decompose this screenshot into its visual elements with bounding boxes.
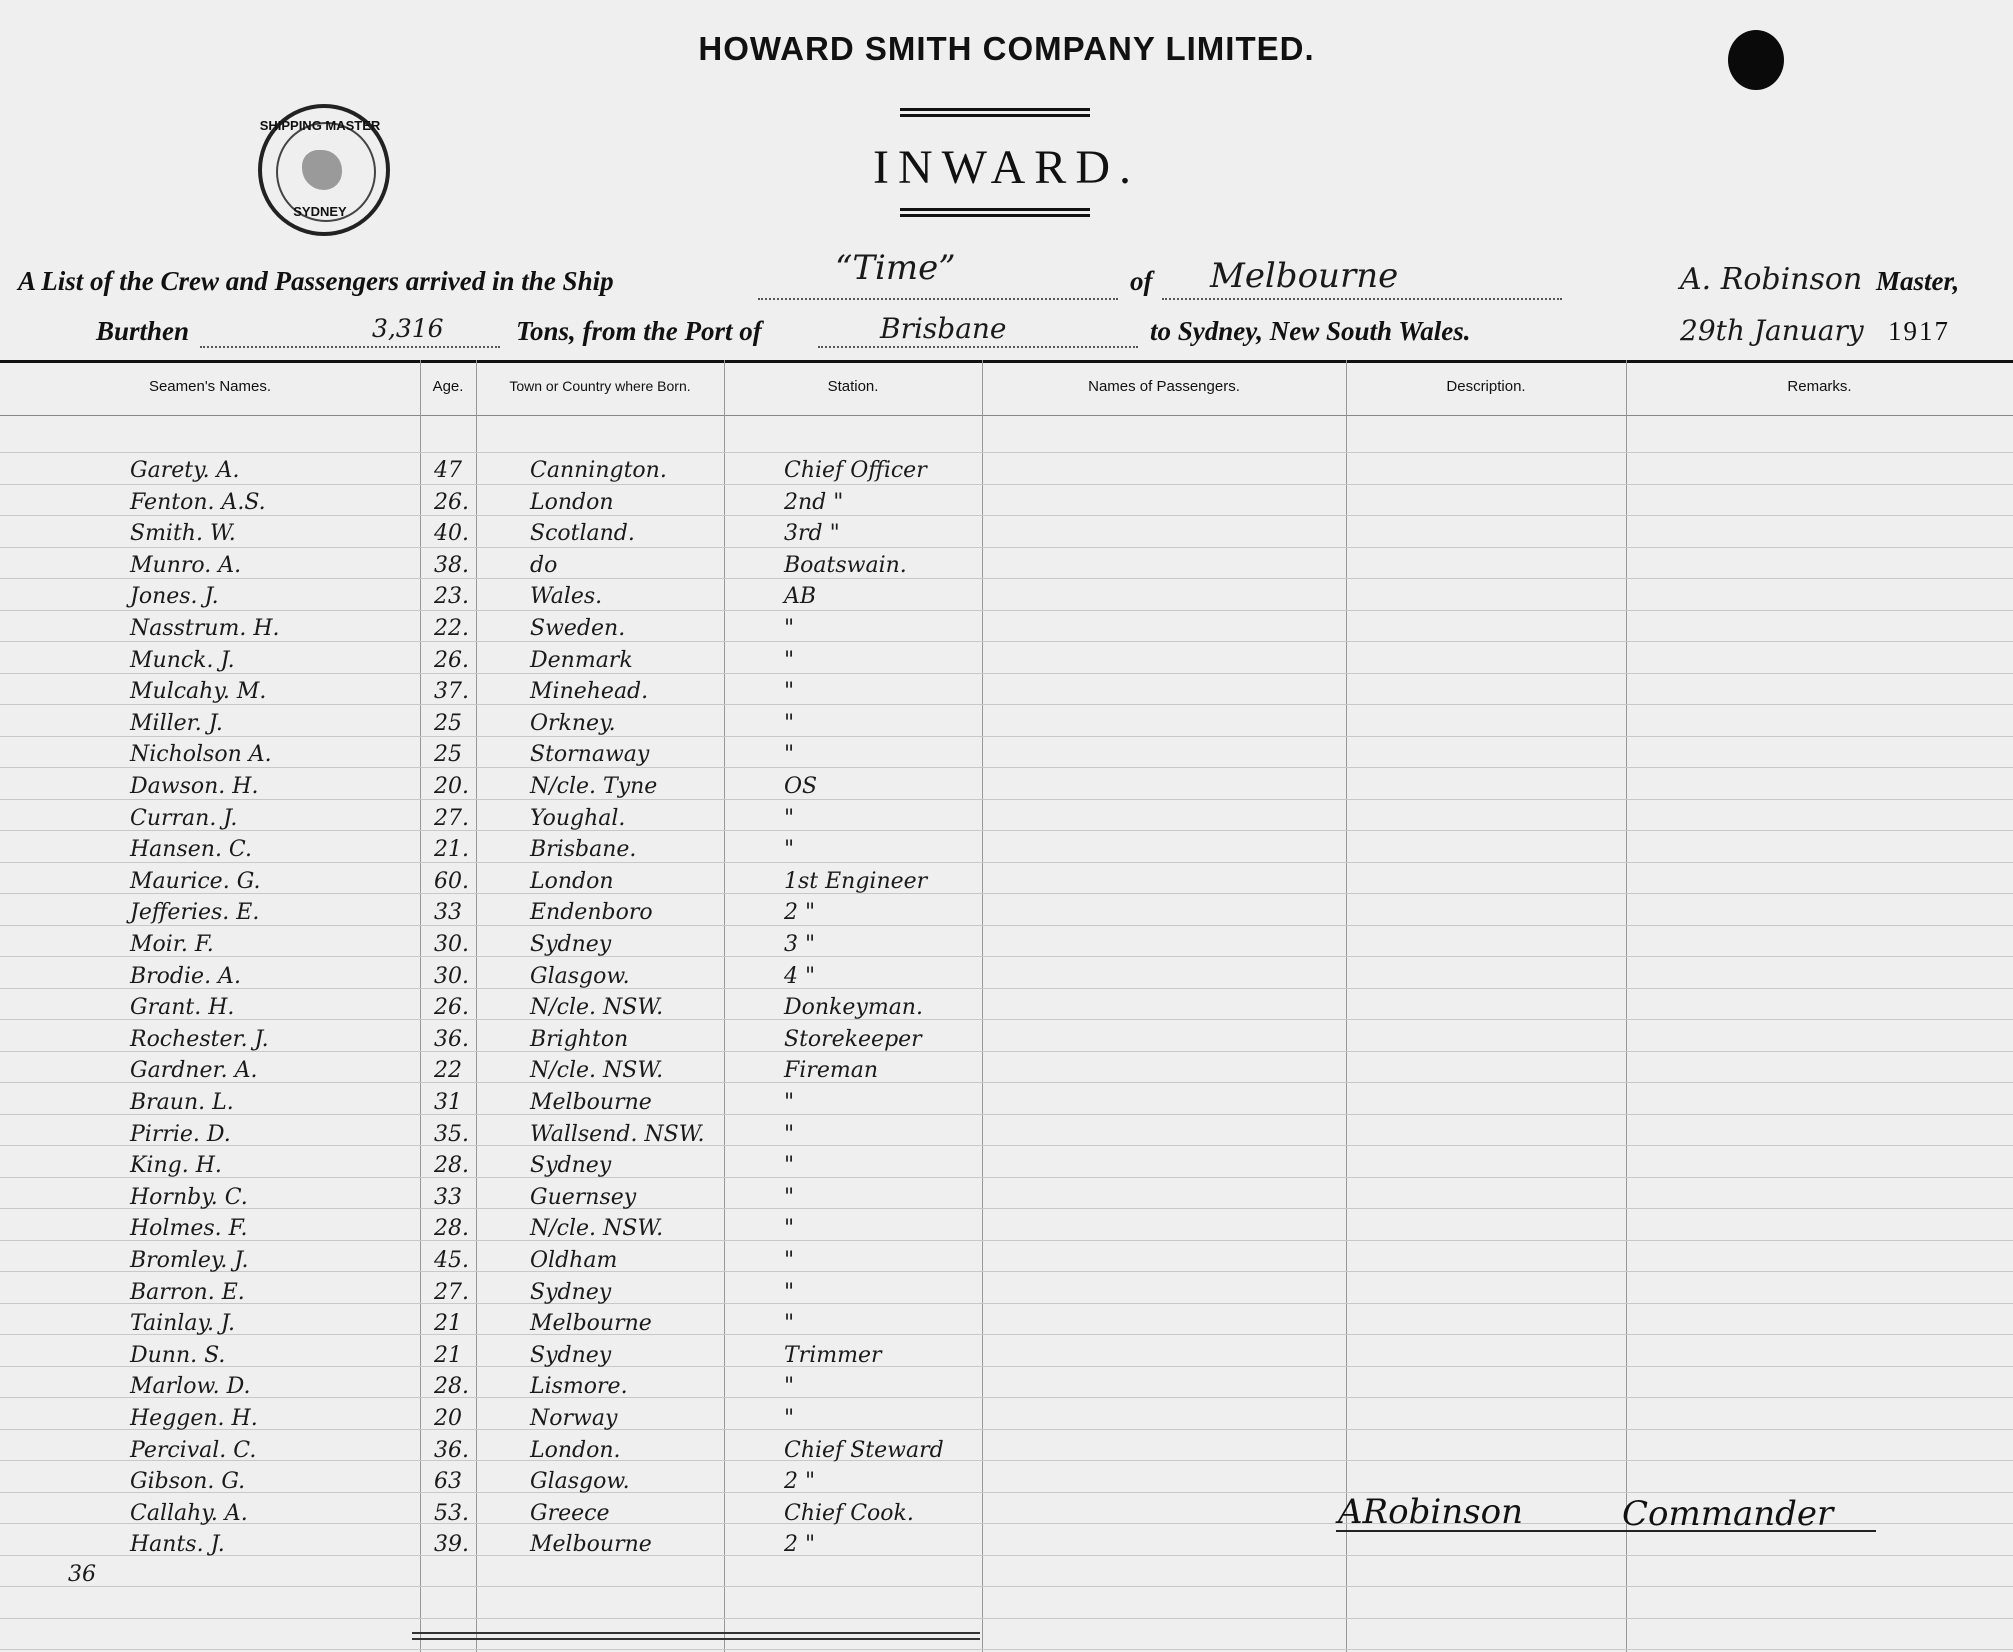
title-rule-bottom — [900, 208, 1090, 211]
seaman-name: Maurice. G. — [130, 869, 261, 894]
ruled-line — [0, 1303, 2013, 1304]
seaman-age: 33 — [434, 1185, 462, 1210]
seaman-station: " — [784, 616, 795, 641]
ruled-line — [0, 515, 2013, 516]
table-top-rule — [0, 360, 2013, 363]
ruled-line — [0, 452, 2013, 453]
seaman-name: Hants. J. — [130, 1532, 225, 1557]
ruled-line — [0, 1271, 2013, 1272]
master-name: A. Robinson — [1680, 262, 1863, 297]
col-birthplace: Town or Country where Born. — [509, 378, 691, 394]
seaman-birthplace: Cannington. — [530, 458, 667, 483]
seaman-station: " — [784, 648, 795, 673]
seaman-name: Nicholson A. — [130, 742, 272, 767]
seaman-birthplace: Denmark — [530, 648, 633, 673]
seaman-age: 38. — [434, 553, 469, 578]
ruled-line — [0, 1177, 2013, 1178]
seaman-age: 63 — [434, 1469, 462, 1494]
seaman-name: Callahy. A. — [130, 1501, 248, 1526]
col-station: Station. — [827, 378, 879, 395]
seaman-birthplace: Orkney. — [530, 711, 616, 736]
seaman-name: Munck. J. — [130, 648, 235, 673]
seaman-age: 26. — [434, 648, 469, 673]
ruled-line — [0, 484, 2013, 485]
seaman-age: 31 — [434, 1090, 462, 1115]
seaman-station: Boatswain. — [784, 553, 907, 578]
ruled-line — [0, 673, 2013, 674]
seaman-age: 36. — [434, 1027, 469, 1052]
seaman-age: 28. — [434, 1374, 469, 1399]
ruled-line — [0, 1114, 2013, 1115]
seaman-name: Miller. J. — [130, 711, 223, 736]
ruled-line — [0, 578, 2013, 579]
seaman-age: 23. — [434, 584, 469, 609]
seaman-birthplace: do — [530, 553, 558, 578]
seaman-station: OS — [784, 774, 818, 799]
title-rule-top — [900, 108, 1090, 111]
declaration-burthen-label: Burthen — [96, 316, 190, 346]
ruled-line — [0, 641, 2013, 642]
seaman-age: 33 — [434, 900, 462, 925]
ruled-line — [0, 1366, 2013, 1367]
seaman-age: 26. — [434, 490, 469, 515]
seaman-station: 2 " — [784, 1469, 816, 1494]
ruled-line — [0, 1618, 2013, 1619]
seaman-age: 21 — [434, 1343, 462, 1368]
arrival-date: 29th January — [1680, 314, 1864, 347]
registry-field-line — [1162, 298, 1562, 300]
ruled-line — [0, 1586, 2013, 1587]
seaman-age: 28. — [434, 1216, 469, 1241]
seaman-birthplace: Sydney — [530, 932, 612, 957]
seaman-age: 37. — [434, 679, 469, 704]
seaman-name: Heggen. H. — [130, 1406, 258, 1431]
seaman-birthplace: Melbourne — [530, 1532, 652, 1557]
seaman-name: Hornby. C. — [130, 1185, 248, 1210]
seaman-birthplace: Sydney — [530, 1153, 612, 1178]
page-title: INWARD. — [873, 141, 1140, 194]
arrival-year: 1917 — [1888, 316, 1950, 346]
col-age: Age. — [432, 378, 464, 395]
col-seamens-names: Seamen's Names. — [148, 378, 272, 395]
seaman-birthplace: Glasgow. — [530, 964, 630, 989]
seaman-birthplace: London — [530, 490, 614, 515]
seaman-station: " — [784, 1153, 795, 1178]
ruled-line — [0, 1555, 2013, 1556]
seaman-station: Chief Officer — [784, 458, 927, 483]
seaman-age: 27. — [434, 1280, 469, 1305]
seaman-station: " — [784, 837, 795, 862]
footer-rule-2 — [412, 1638, 980, 1640]
seaman-station: Fireman — [784, 1058, 878, 1083]
footer-rule — [412, 1632, 980, 1634]
seaman-name: Dawson. H. — [130, 774, 259, 799]
seaman-birthplace: Brighton — [530, 1027, 629, 1052]
declaration-tons-label: Tons, from the Port of — [516, 316, 762, 346]
seaman-birthplace: Endenboro — [530, 900, 653, 925]
ruled-line — [0, 1460, 2013, 1461]
col-divider — [476, 360, 477, 1652]
seaman-name: Munro. A. — [130, 553, 242, 578]
seaman-age: 39. — [434, 1532, 469, 1557]
seaman-station: AB — [784, 584, 817, 609]
col-passengers: Names of Passengers. — [1088, 378, 1240, 395]
burthen-value: 3,316 — [372, 314, 444, 343]
seaman-name: Gibson. G. — [130, 1469, 246, 1494]
seaman-name: Braun. L. — [130, 1090, 234, 1115]
seaman-birthplace: N/cle. Tyne — [530, 774, 658, 799]
seaman-age: 22 — [434, 1058, 462, 1083]
seaman-age: 21 — [434, 1311, 462, 1336]
seaman-age: 30. — [434, 932, 469, 957]
title-rule-top-2 — [900, 114, 1090, 117]
ruled-line — [0, 1334, 2013, 1335]
port-of-registry: Melbourne — [1210, 256, 1399, 296]
seaman-name: Jefferies. E. — [130, 900, 260, 925]
seaman-name: Pirrie. D. — [130, 1122, 231, 1147]
ruled-line — [0, 1051, 2013, 1052]
seaman-station: " — [784, 1248, 795, 1273]
seaman-age: 30. — [434, 964, 469, 989]
ruled-line — [0, 1397, 2013, 1398]
seaman-birthplace: Oldham — [530, 1248, 618, 1273]
col-divider — [982, 360, 983, 1652]
signature-title: Commander — [1622, 1494, 1834, 1534]
ruled-line — [0, 1492, 2013, 1493]
seaman-birthplace: Sydney — [530, 1343, 612, 1368]
seaman-age: 20 — [434, 1406, 462, 1431]
seaman-birthplace: Melbourne — [530, 1090, 652, 1115]
seaman-station: 3 " — [784, 932, 816, 957]
signature-underline — [1336, 1530, 1876, 1532]
seaman-birthplace: Lismore. — [530, 1374, 628, 1399]
ruled-line — [0, 1082, 2013, 1083]
stamp-top-text: SHIPPING MASTER — [259, 118, 381, 133]
seaman-station: " — [784, 1374, 795, 1399]
margin-note: 36 — [68, 1562, 96, 1587]
seaman-name: Mulcahy. M. — [130, 679, 267, 704]
from-port-field-line — [818, 346, 1138, 348]
declaration-master-label: Master, — [1876, 266, 1960, 296]
seaman-birthplace: Glasgow. — [530, 1469, 630, 1494]
declaration-of: of — [1130, 266, 1153, 296]
ship-field-line — [758, 298, 1118, 300]
seaman-station: " — [784, 1090, 795, 1115]
ruled-line — [0, 1208, 2013, 1209]
ship-name: “Time” — [835, 248, 956, 288]
seaman-station: " — [784, 742, 795, 767]
seaman-name: Grant. H. — [130, 995, 235, 1020]
ruled-line — [0, 893, 2013, 894]
seaman-name: Nasstrum. H. — [130, 616, 280, 641]
col-divider — [1346, 360, 1347, 1652]
seaman-station: " — [784, 711, 795, 736]
col-remarks: Remarks. — [1787, 378, 1852, 395]
seaman-name: Percival. C. — [130, 1438, 257, 1463]
seaman-age: 21. — [434, 837, 469, 862]
ruled-line — [0, 1019, 2013, 1020]
col-divider — [724, 360, 725, 1652]
col-divider — [1626, 360, 1627, 1652]
seaman-name: Holmes. F. — [130, 1216, 248, 1241]
seaman-station: Donkeyman. — [784, 995, 923, 1020]
seaman-name: Smith. W. — [130, 521, 236, 546]
seaman-station: 2 " — [784, 900, 816, 925]
seaman-station: 2nd " — [784, 490, 844, 515]
seaman-age: 53. — [434, 1501, 469, 1526]
seaman-station: " — [784, 1122, 795, 1147]
seaman-age: 40. — [434, 521, 469, 546]
seaman-age: 47 — [434, 458, 462, 483]
seaman-station: " — [784, 679, 795, 704]
table-header-rule — [0, 415, 2013, 416]
seaman-name: Jones. J. — [130, 584, 219, 609]
seaman-birthplace: Melbourne — [530, 1311, 652, 1336]
from-port: Brisbane — [880, 312, 1007, 345]
ruled-line — [0, 547, 2013, 548]
seaman-birthplace: N/cle. NSW. — [530, 1058, 664, 1083]
seaman-age: 22. — [434, 616, 469, 641]
ruled-line — [0, 988, 2013, 989]
seaman-station: Chief Steward — [784, 1438, 944, 1463]
ruled-line — [0, 830, 2013, 831]
seaman-age: 25 — [434, 711, 462, 736]
seaman-name: Moir. F. — [130, 932, 214, 957]
seaman-name: Brodie. A. — [130, 964, 241, 989]
seaman-name: Garety. A. — [130, 458, 240, 483]
seaman-age: 35. — [434, 1122, 469, 1147]
col-divider — [420, 360, 421, 1652]
seaman-station: Chief Cook. — [784, 1501, 914, 1526]
seaman-station: " — [784, 806, 795, 831]
seaman-station: " — [784, 1185, 795, 1210]
seaman-birthplace: London — [530, 869, 614, 894]
ruled-line — [0, 767, 2013, 768]
declaration-line1-prefix: A List of the Crew and Passengers arrived in the Ship — [18, 266, 614, 296]
seaman-station: " — [784, 1311, 795, 1336]
seaman-birthplace: Brisbane. — [530, 837, 637, 862]
seaman-age: 26. — [434, 995, 469, 1020]
seaman-station: 4 " — [784, 964, 816, 989]
ruled-line — [0, 1240, 2013, 1241]
seaman-station: 3rd " — [784, 521, 840, 546]
declaration-destination: to Sydney, New South Wales. — [1150, 316, 1471, 346]
ruled-line — [0, 704, 2013, 705]
ruled-line — [0, 1649, 2013, 1650]
seaman-birthplace: Sweden. — [530, 616, 626, 641]
seaman-station: " — [784, 1216, 795, 1241]
stamp-bottom-text: SYDNEY — [293, 204, 347, 219]
seaman-birthplace: Wales. — [530, 584, 603, 609]
seaman-name: Tainlay. J. — [130, 1311, 236, 1336]
seaman-name: Hansen. C. — [130, 837, 252, 862]
seaman-name: Curran. J. — [130, 806, 238, 831]
col-description: Description. — [1446, 378, 1526, 395]
seaman-name: Dunn. S. — [130, 1343, 226, 1368]
punch-hole — [1728, 30, 1784, 90]
ruled-line — [0, 610, 2013, 611]
seaman-age: 45. — [434, 1248, 469, 1273]
ruled-line — [0, 799, 2013, 800]
ruled-line — [0, 925, 2013, 926]
seaman-age: 60. — [434, 869, 469, 894]
ruled-line — [0, 862, 2013, 863]
seaman-name: King. H. — [130, 1153, 222, 1178]
seaman-birthplace: Stornaway — [530, 742, 650, 767]
seaman-station: " — [784, 1406, 795, 1431]
seaman-age: 27. — [434, 806, 469, 831]
seaman-name: Barron. E. — [130, 1280, 245, 1305]
ruled-line — [0, 956, 2013, 957]
seaman-name: Fenton. A.S. — [130, 490, 266, 515]
seaman-age: 25 — [434, 742, 462, 767]
seaman-name: Bromley. J. — [130, 1248, 249, 1273]
seaman-station: 1st Engineer — [784, 869, 928, 894]
seaman-birthplace: Sydney — [530, 1280, 612, 1305]
seaman-station: " — [784, 1280, 795, 1305]
seaman-station: Storekeeper — [784, 1027, 922, 1052]
title-rule-bottom-2 — [900, 214, 1090, 217]
seaman-birthplace: London. — [530, 1438, 621, 1463]
seaman-birthplace: Guernsey — [530, 1185, 637, 1210]
seaman-name: Gardner. A. — [130, 1058, 258, 1083]
seaman-station: Trimmer — [784, 1343, 882, 1368]
seaman-birthplace: N/cle. NSW. — [530, 995, 664, 1020]
seaman-birthplace: N/cle. NSW. — [530, 1216, 664, 1241]
burthen-field-line — [200, 346, 500, 348]
seaman-birthplace: Scotland. — [530, 521, 635, 546]
seaman-age: 36. — [434, 1438, 469, 1463]
seaman-station: 2 " — [784, 1532, 816, 1557]
seaman-birthplace: Minehead. — [530, 679, 649, 704]
signature-name: ARobinson — [1338, 1492, 1523, 1532]
ruled-line — [0, 1145, 2013, 1146]
ruled-line — [0, 1429, 2013, 1430]
ruled-line — [0, 736, 2013, 737]
seaman-name: Rochester. J. — [130, 1027, 269, 1052]
seaman-age: 28. — [434, 1153, 469, 1178]
seaman-age: 20. — [434, 774, 469, 799]
seaman-birthplace: Norway — [530, 1406, 618, 1431]
seaman-name: Marlow. D. — [130, 1374, 251, 1399]
seaman-birthplace: Youghal. — [530, 806, 626, 831]
seaman-birthplace: Greece — [530, 1501, 610, 1526]
seaman-birthplace: Wallsend. NSW. — [530, 1122, 705, 1147]
company-name: HOWARD SMITH COMPANY LIMITED. — [698, 30, 1315, 67]
